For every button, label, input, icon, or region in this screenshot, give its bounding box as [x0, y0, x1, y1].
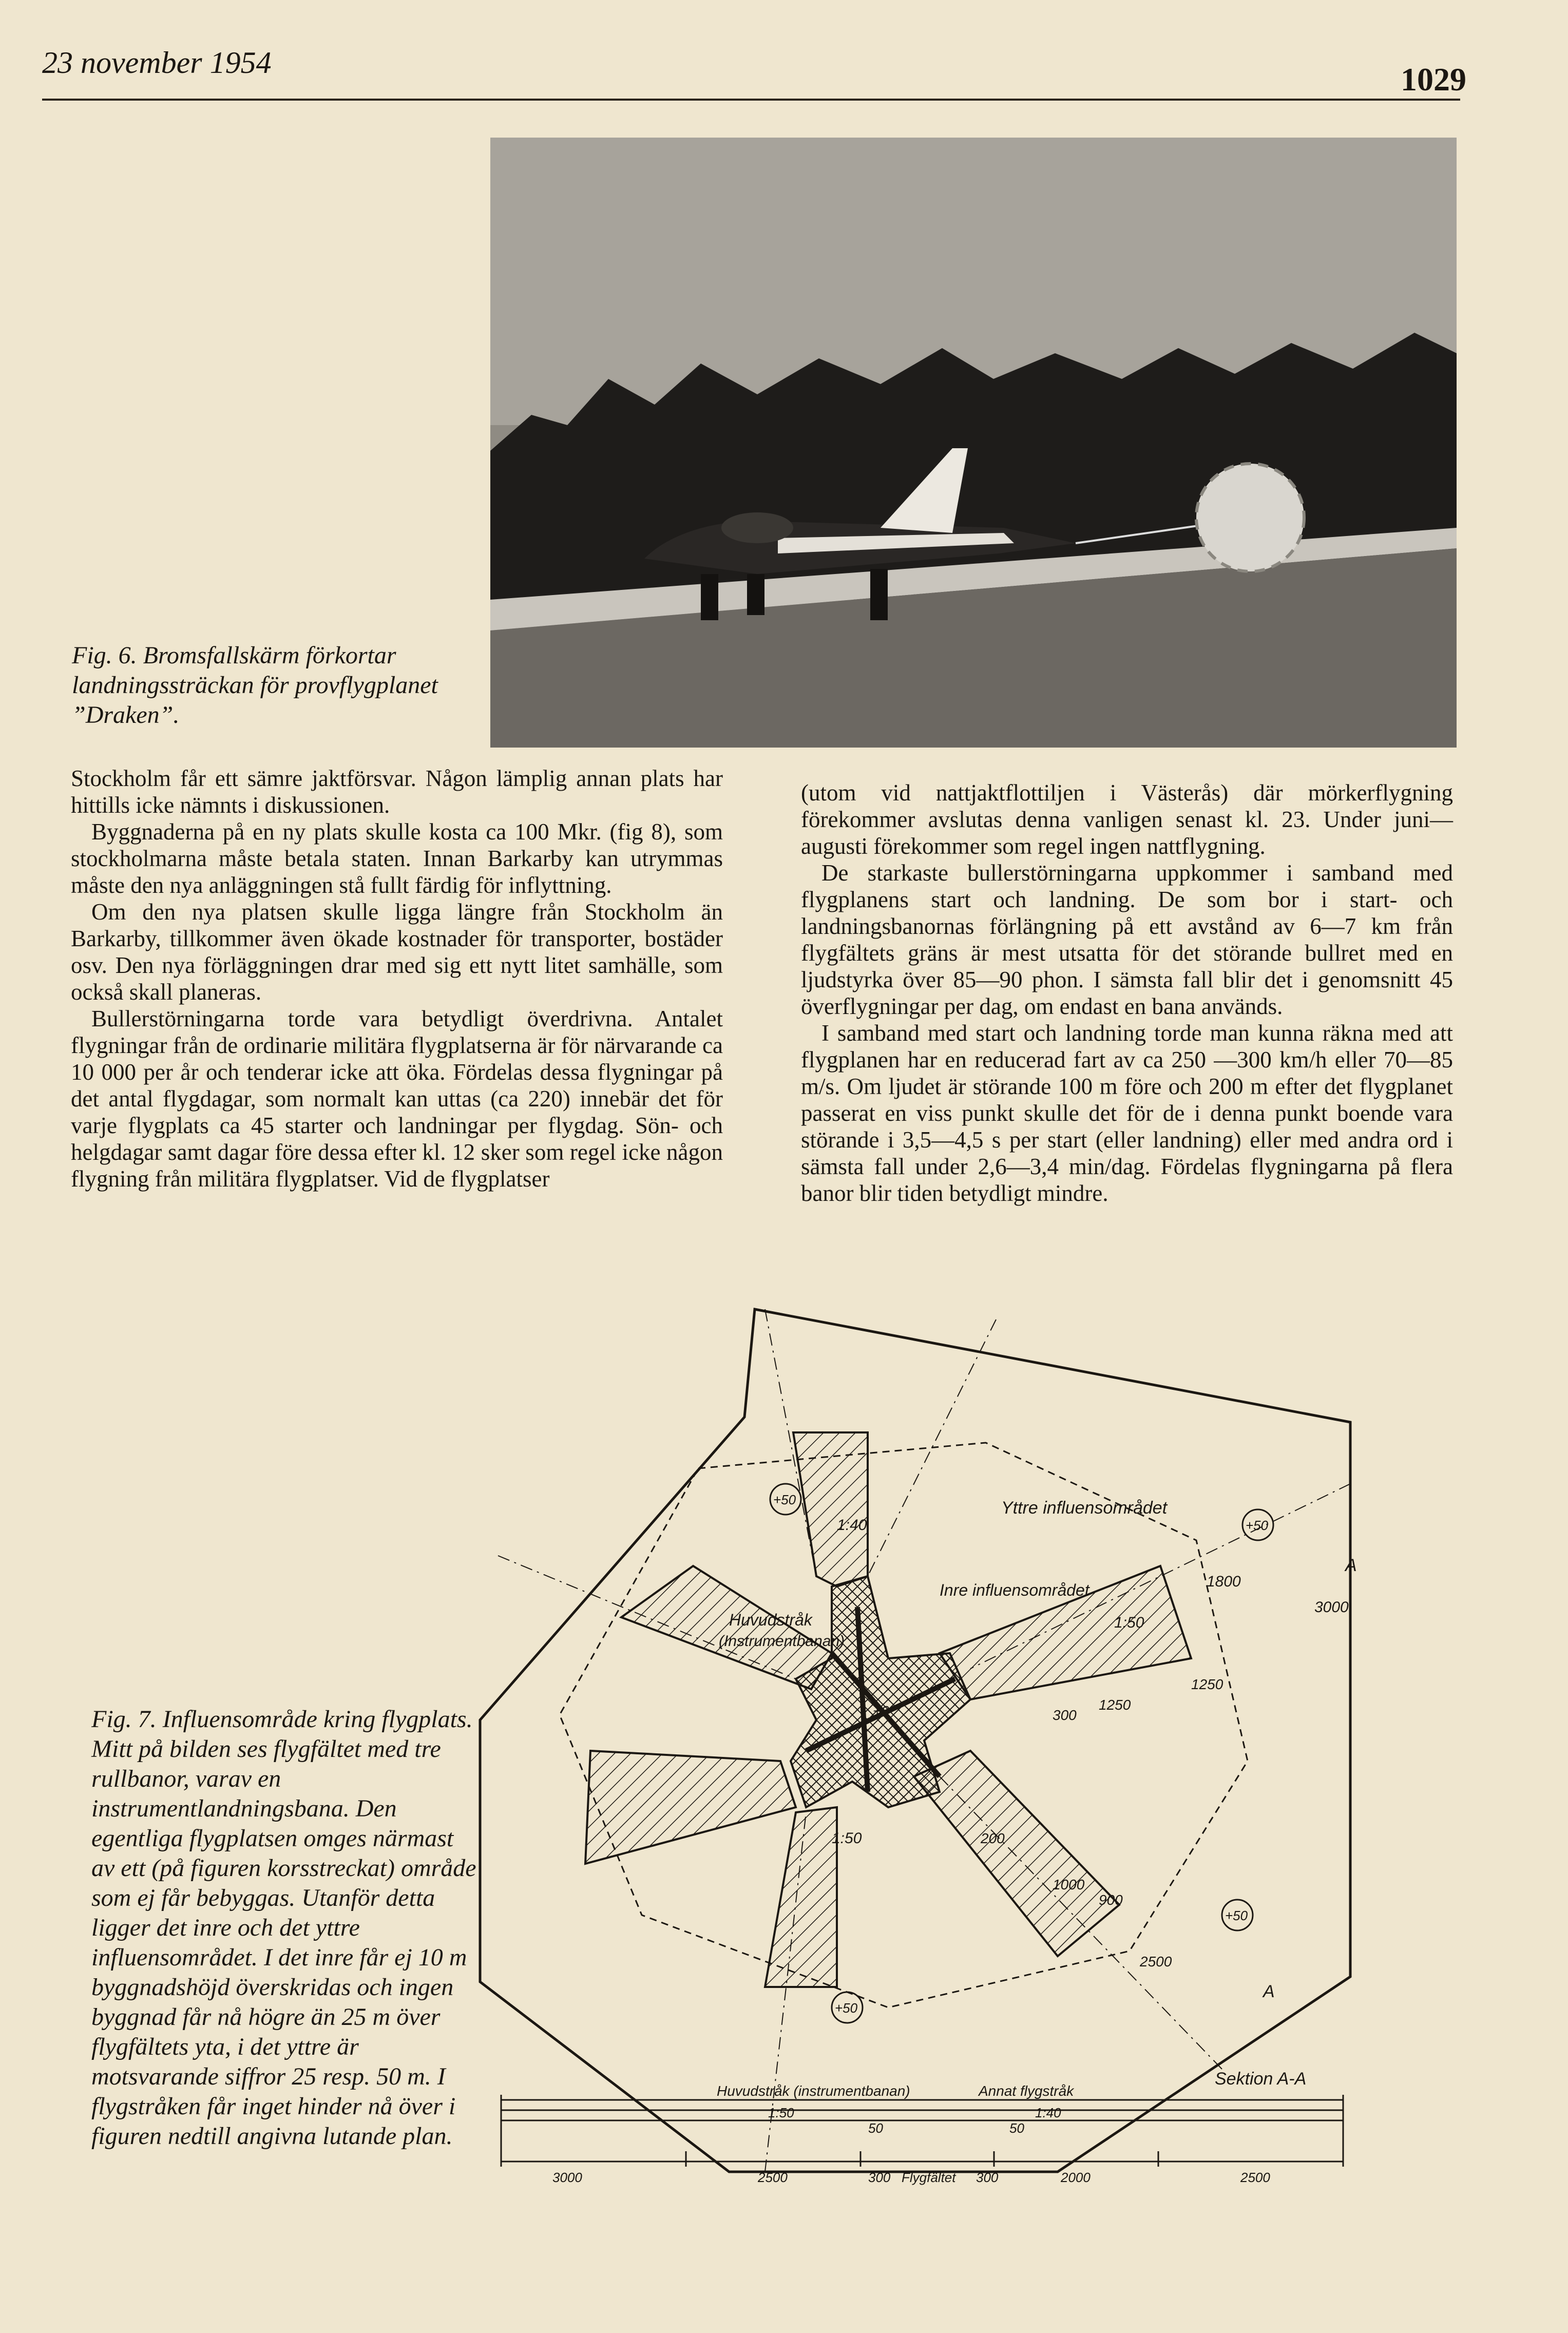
- slope-label: 1:50: [832, 1830, 862, 1847]
- section-height: 50: [1009, 2120, 1024, 2136]
- dimension-label: 2500: [1140, 1954, 1172, 1969]
- paragraph: Om den nya platsen skulle ligga längre från Stockholm än Barkarby, tillkommer även ökade kostnader för transporter, bostäder osv. Den nya förläggningen drar med sig ett nytt litet samhälle, som också skall planeras.: [71, 899, 723, 1005]
- section-mark: A: [1345, 1556, 1357, 1575]
- height-label: +50: [773, 1492, 796, 1507]
- section-right-label: Annat flygstråk: [979, 2083, 1074, 2099]
- section-dimension: 2500: [1240, 2170, 1270, 2185]
- section-slope: 1:40: [1035, 2105, 1061, 2120]
- airport-influence-diagram: [477, 1299, 1355, 2182]
- dimension-label: 1000: [1053, 1877, 1085, 1892]
- page-date: 23 november 1954: [42, 46, 272, 80]
- slope-label: 1:50: [1114, 1614, 1144, 1631]
- text-column-right: [801, 779, 1453, 1207]
- section-dimension: 2000: [1061, 2170, 1091, 2185]
- strip-south: [765, 1807, 837, 1987]
- section-title: Sektion A-A: [1215, 2069, 1307, 2089]
- height-label: +50: [1225, 1908, 1248, 1923]
- dimension-label: 3000: [1314, 1599, 1349, 1616]
- paragraph: Byggnaderna på en ny plats skulle kosta ca 100 Mkr. (fig 8), som stockholmarna måste betala staten. Innan Barkarby kan utrymmas måste den nya anläggningen stå fullt färdig för inflyttning.: [71, 819, 723, 898]
- draken-landing-photo: [490, 138, 1457, 748]
- strip-west: [585, 1751, 796, 1864]
- section-dimension: 2500: [758, 2170, 788, 2185]
- outer-zone-label: Yttre influensområdet: [1001, 1498, 1168, 1518]
- paragraph: I samband med start och landning torde man kunna räkna med att flygplanen har en reducerad fart av ca 250 —300 km/h eller 70—85 m/s. Om ljudet är störande 100 m före och 200 m efter det flygplanet passerat en viss punkt skulle det för de i denna punkt boende vara störande i 3,5—4,5 s per start (eller landning) eller med andra ord i sämsta fall under 2,6—3,4 min/dag. Fördelas flygningarna på flera banor blir tiden betydligt mindre.: [801, 1020, 1453, 1206]
- text-column-left: [71, 765, 723, 1192]
- paragraph: (utom vid nattjaktflottiljen i Västerås) där mörkerflygning förekommer avslutas denna vanligen senast kl. 23. Under juni—augusti förekommer som regel ingen nattflygning.: [801, 780, 1453, 859]
- section-dimension: 300: [868, 2170, 891, 2185]
- figure6-caption: Fig. 6. Bromsfallskärm förkortar landningssträckan för provflygplanet ”Draken”.: [72, 642, 438, 729]
- section-dimension: 300: [976, 2170, 999, 2185]
- slope-label: 1:40: [837, 1517, 867, 1534]
- paragraph: De starkaste bullerstörningarna uppkommer i samband med flygplanens start och landning. De som bor i start- och landningsbanornas förlängning på ett avstånd av 6—7 km från flygfältets gräns är mest utsatta för det störande bullret med en ljudstyrka över 85—90 phon. I sämsta fall blir det i genomsnitt 45 överflygningar per dag, om endast en bana används.: [801, 860, 1453, 1019]
- figure7-caption: Fig. 7. Influensområde kring flygplats. Mitt på bilden ses flygfältet med tre rullbanor, varav en instrumentlandningsbana. Den egentliga flygplatsen omges närmast av ett (på figuren korsstreckat) område som ej får bebyggas. Utanför detta ligger det inre och det yttre influensområdet. I det inre får ej 10 m byggnadshöjd överskridas och ingen byggnad får nå högre än 25 m över flygfältets yta, i det yttre är motsvarande siffror 25 resp. 50 m. I flygstråken får inget hinder nå över i figuren nedtill angivna lutande plan.: [91, 1706, 476, 2150]
- dimension-label: 900: [1099, 1892, 1123, 1908]
- inner-zone-label: Inre influensområdet: [940, 1581, 1089, 1599]
- section-slope: 1:50: [768, 2105, 794, 2120]
- paragraph: Bullerstörningarna torde vara betydligt överdrivna. Antalet flygningar från de ordinarie militära flygplatserna är för närvarande ca 10 000 per år och tenderar icke att öka. Fördelas dessa flygningar på det antal flygdagar, som normalt kan uttas (ca 220) innebär det för varje flygplats ca 45 starter och landningar per flygdag. Sön- och helgdagar samt dagar före dessa efter kl. 12 sker som regel icke någon flygning från militära flygplatser. Vid de flygplatser: [71, 1006, 723, 1192]
- section-height: 50: [868, 2120, 883, 2136]
- height-label: +50: [835, 2000, 858, 2016]
- dimension-label: 300: [1053, 1707, 1077, 1723]
- main-strip-sublabel: (Instrumentbanan): [719, 1633, 845, 1650]
- section-dimension: 3000: [552, 2170, 582, 2185]
- dimension-label: 200: [981, 1830, 1005, 1846]
- dimension-label: 1250: [1191, 1676, 1223, 1692]
- page-number: 1029: [1401, 61, 1466, 98]
- section-left-label: Huvudstråk (instrumentbanan): [717, 2083, 910, 2099]
- section-dimension: Flygfältet: [902, 2170, 956, 2185]
- section-mark: A: [1263, 1982, 1275, 2001]
- header-rule: [42, 99, 1460, 101]
- strip-north: [793, 1432, 868, 1586]
- field-level-label: +0: [873, 1703, 889, 1719]
- paragraph: Stockholm får ett sämre jaktförsvar. Någon lämplig annan plats har hittills icke nämnts i diskussionen.: [71, 766, 723, 818]
- dimension-label: 1250: [1099, 1697, 1131, 1713]
- main-strip-label: Huvudstråk: [729, 1611, 812, 1629]
- dimension-label: 1800: [1207, 1573, 1241, 1590]
- height-label: +50: [1246, 1518, 1269, 1533]
- section-a-a-diagram: [491, 2064, 1353, 2187]
